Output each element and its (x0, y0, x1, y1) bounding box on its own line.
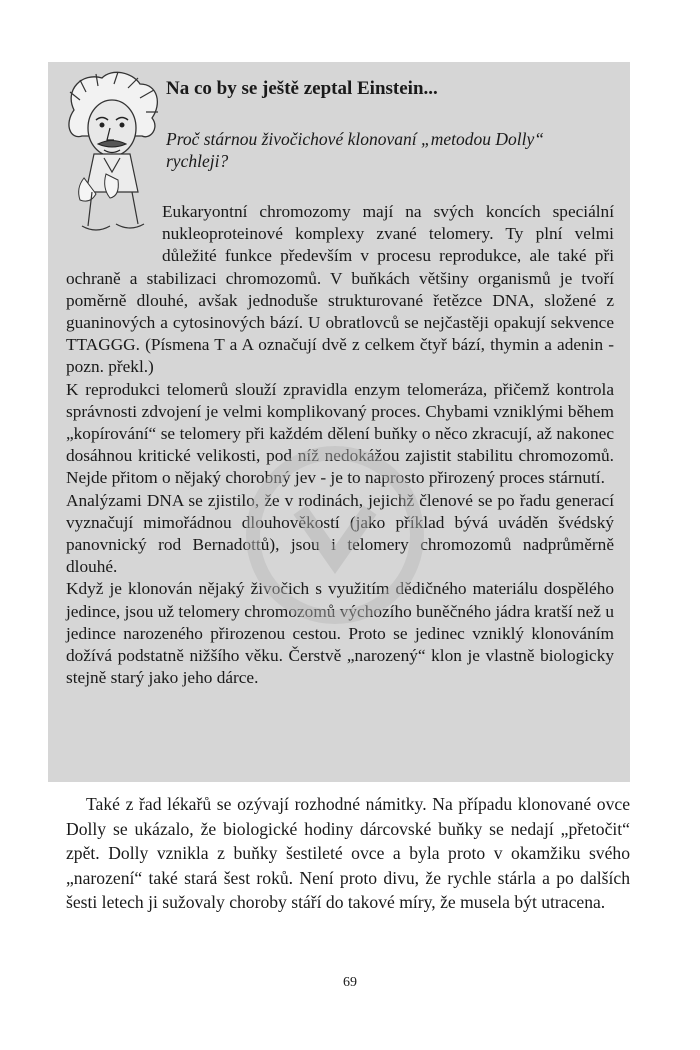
portrait-spacer (66, 201, 162, 247)
main-paragraph: Také z řad lékařů se ozývají rozhodné námitky. Na případu klonované ovce Dolly se ukázalo, že biologické hodiny dárcovské buňky se nedají „přetočit“ zpět. Dolly vznikla z buňky šestileté ovce a byla proto v okamžiku svého „narození“ také stará šest roků. Není proto divu, že rychle stárla a po dalších šesti letech ji sužovaly choroby stáří do takové míry, že musela být utracena. (66, 794, 630, 912)
sidebar-paragraph: K reprodukci telomerů slouží zpravidla enzym telomeráza, přičemž kontrola správnosti zdvojení je velmi komplikovaný proces. Chybami vzniklými během „kopírování“ se telomery při každém dělení buňky o něco zkracují, až nakonec dosáhnou kritické velikosti, pod níž nedokážou zajistit stabilitu chromozomů. Nejde přitom o nějaký chorobný jev - je to naprosto přirozený proces stárnutí. (66, 379, 614, 488)
sidebar-paragraph: Eukaryontní chromozomy mají na svých koncích speciální nukleoproteinové komplexy zvané telomery. Ty plní velmi důležité funkce především v procesu reprodukce, ale také při ochraně a stabilizaci chromozomů. V buňkách většiny organismů je tvoří poměrně dlouhé, avšak jednoduše strukturované řetězce DNA, složené z guaninových a cytosinových bází. U obratlovců se nejčastěji opakují sekvence TTAGGG. (Písmena T a A označují dvě z celkem čtyř bází, thymin a adenin - pozn. překl.) (66, 202, 614, 377)
sidebar-title: Na co by se ještě zeptal Einstein... (166, 78, 438, 99)
sidebar-paragraph: Když je klonován nějaký živočich s využitím dědičného materiálu dospělého jedince, jsou už telomery chromozomů výchozího buněčného jádra kratší než u jedince narozeného přirozenou cestou. Proto se jedinec vzniklý klonováním dožívá podstatně nižšího věku. Čerstvě „narozený“ klon je vlastně biologicky stejně starý jako jeho dárce. (66, 579, 614, 688)
watermark-logo (240, 440, 430, 630)
sidebar-question: Proč stárnou živočichové klonovaní „metodou Dolly“ rychleji? (166, 129, 544, 171)
page-number: 69 (343, 975, 357, 990)
sidebar-paragraph: Analýzami DNA se zjistilo, že v rodinách, jejichž členové se po řadu generací vyznačují mimořádnou dlouhověkostí (jako příklad bývá uváděn švédský panovnický rod Bernadottů), jsou i telomery chromozomů nadprůměrně dlouhé. (66, 490, 614, 577)
